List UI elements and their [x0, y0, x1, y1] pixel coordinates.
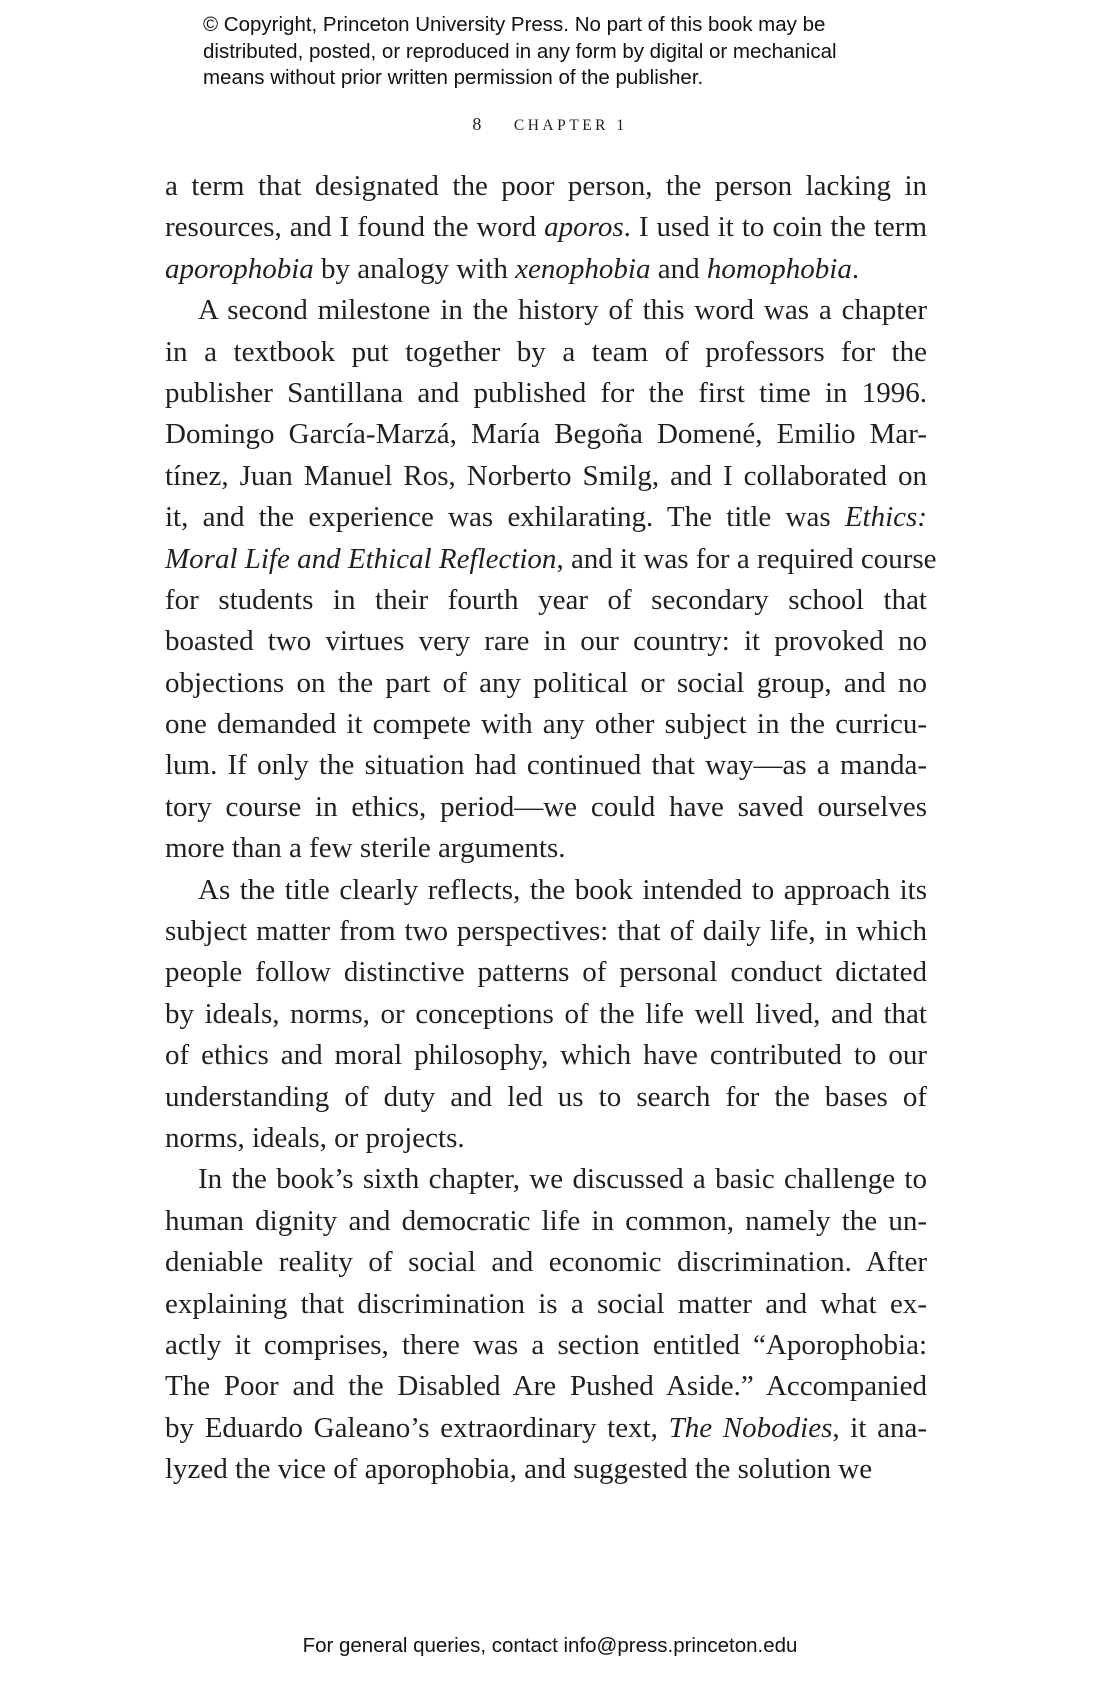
- text-line: [165, 1408, 927, 1449]
- copyright-line: distributed, posted, or reproduced in any form by digital or mechanical: [203, 39, 837, 63]
- italic-run: homophobia: [706, 252, 852, 285]
- text-line: [165, 828, 927, 869]
- running-head: [0, 114, 1100, 135]
- text-line: [165, 414, 927, 455]
- text-run: by analogy with: [313, 252, 516, 285]
- body-text: [165, 166, 937, 1491]
- text-run: In the book’s sixth chapter, we discussed a basic challenge to: [198, 1163, 927, 1196]
- text-line: [165, 994, 927, 1035]
- text-line: [165, 1159, 927, 1200]
- text-run: in a textbook put together by a team of professors for the: [165, 335, 927, 368]
- text-line: [165, 1449, 927, 1490]
- text-run: for students in their fourth year of secondary school that: [165, 583, 927, 616]
- text-line: [165, 580, 927, 621]
- text-run: . I used it to coin the term: [623, 211, 927, 244]
- text-run: resources, and I found the word: [165, 211, 545, 244]
- copyright-notice: [203, 12, 963, 92]
- copyright-line: means without prior written permission of the publisher.: [203, 66, 704, 89]
- text-line: [165, 952, 927, 993]
- text-line: [165, 704, 927, 745]
- italic-run: aporos: [544, 211, 624, 244]
- text-line: [165, 663, 927, 704]
- text-line: [165, 1035, 927, 1076]
- text-run: more than a few sterile arguments.: [165, 832, 566, 865]
- text-run: deniable reality of social and economic discrimination. After: [165, 1246, 927, 1279]
- text-line: [165, 207, 927, 248]
- text-run: and: [650, 252, 707, 285]
- text-run: lum. If only the situation had continued that way—as a manda-: [165, 749, 927, 782]
- text-line: [165, 870, 927, 911]
- text-line: [165, 497, 927, 538]
- text-run: explaining that discrimination is a social matter and what ex-: [165, 1287, 927, 1320]
- text-line: [165, 166, 927, 207]
- chapter-label: CHAPTER 1: [513, 117, 628, 134]
- copyright-line: © Copyright, Princeton University Press. No part of this book may be: [203, 13, 826, 36]
- text-run: by Eduardo Galeano’s extraordinary text,: [165, 1411, 669, 1444]
- text-run: , it ana-: [832, 1411, 928, 1444]
- text-run: norms, ideals, or projects.: [165, 1121, 465, 1154]
- text-run: subject matter from two perspectives: that of daily life, in which: [165, 915, 927, 948]
- text-run: As the title clearly reflects, the book intended to approach its: [198, 873, 927, 906]
- text-run: by ideals, norms, or conceptions of the life well lived, and that: [165, 997, 927, 1030]
- italic-run: aporophobia: [165, 252, 314, 285]
- text-line: [165, 911, 927, 952]
- text-line: [165, 1242, 927, 1283]
- text-run: actly it comprises, there was a section entitled “Aporophobia:: [165, 1328, 927, 1361]
- footer-contact: For general queries, contact info@press.princeton.edu: [302, 1634, 798, 1657]
- text-line: [165, 1201, 927, 1242]
- text-line: [165, 621, 927, 662]
- text-run: one demanded it compete with any other subject in the curricu-: [165, 708, 927, 741]
- text-line: [165, 1284, 927, 1325]
- text-line: [165, 373, 927, 414]
- text-run: A second milestone in the history of this word was a chapter: [198, 294, 927, 327]
- text-run: of ethics and moral philosophy, which have contributed to our: [165, 1039, 927, 1072]
- text-line: [165, 1077, 927, 1118]
- text-run: tory course in ethics, period—we could have saved ourselves: [165, 790, 927, 823]
- text-run: people follow distinctive patterns of personal conduct dictated: [165, 956, 927, 989]
- text-line: [165, 1366, 927, 1407]
- text-run: a term that designated the poor person, the person lacking in: [165, 170, 927, 202]
- text-line: [165, 456, 927, 497]
- italic-run: The Nobodies: [668, 1411, 833, 1444]
- text-line: [165, 787, 927, 828]
- text-run: , and it was for a required course: [556, 542, 937, 575]
- text-run: boasted two virtues very rare in our country: it provoked no: [165, 625, 927, 658]
- text-run: understanding of duty and led us to search for the bases of: [165, 1080, 927, 1113]
- text-line: [165, 1118, 927, 1159]
- text-run: publisher Santillana and published for the first time in 1996.: [165, 376, 927, 409]
- italic-run: Ethics:: [844, 501, 927, 534]
- text-run: The Poor and the Disabled Are Pushed Aside.” Accompanied: [165, 1370, 927, 1403]
- text-line: [165, 249, 927, 290]
- text-line: [165, 1325, 927, 1366]
- text-run: human dignity and democratic life in common, namely the un-: [165, 1204, 927, 1237]
- text-run: .: [851, 252, 860, 285]
- text-run: objections on the part of any political or social group, and no: [165, 666, 927, 699]
- text-run: tínez, Juan Manuel Ros, Norberto Smilg, and I collaborated on: [165, 459, 927, 492]
- text-run: it, and the experience was exhilarating. The title was: [165, 501, 845, 534]
- italic-run: xenophobia: [515, 252, 651, 285]
- text-line: [165, 290, 927, 331]
- text-run: lyzed the vice of aporophobia, and suggested the solution we: [165, 1453, 873, 1486]
- italic-run: Moral Life and Ethical Reflection: [165, 542, 557, 575]
- text-line: [165, 745, 927, 786]
- text-run: Domingo García-Marzá, María Begoña Domené, Emilio Mar-: [165, 418, 927, 451]
- text-line: [165, 539, 937, 580]
- page-number: 8: [472, 114, 485, 134]
- text-line: [165, 332, 927, 373]
